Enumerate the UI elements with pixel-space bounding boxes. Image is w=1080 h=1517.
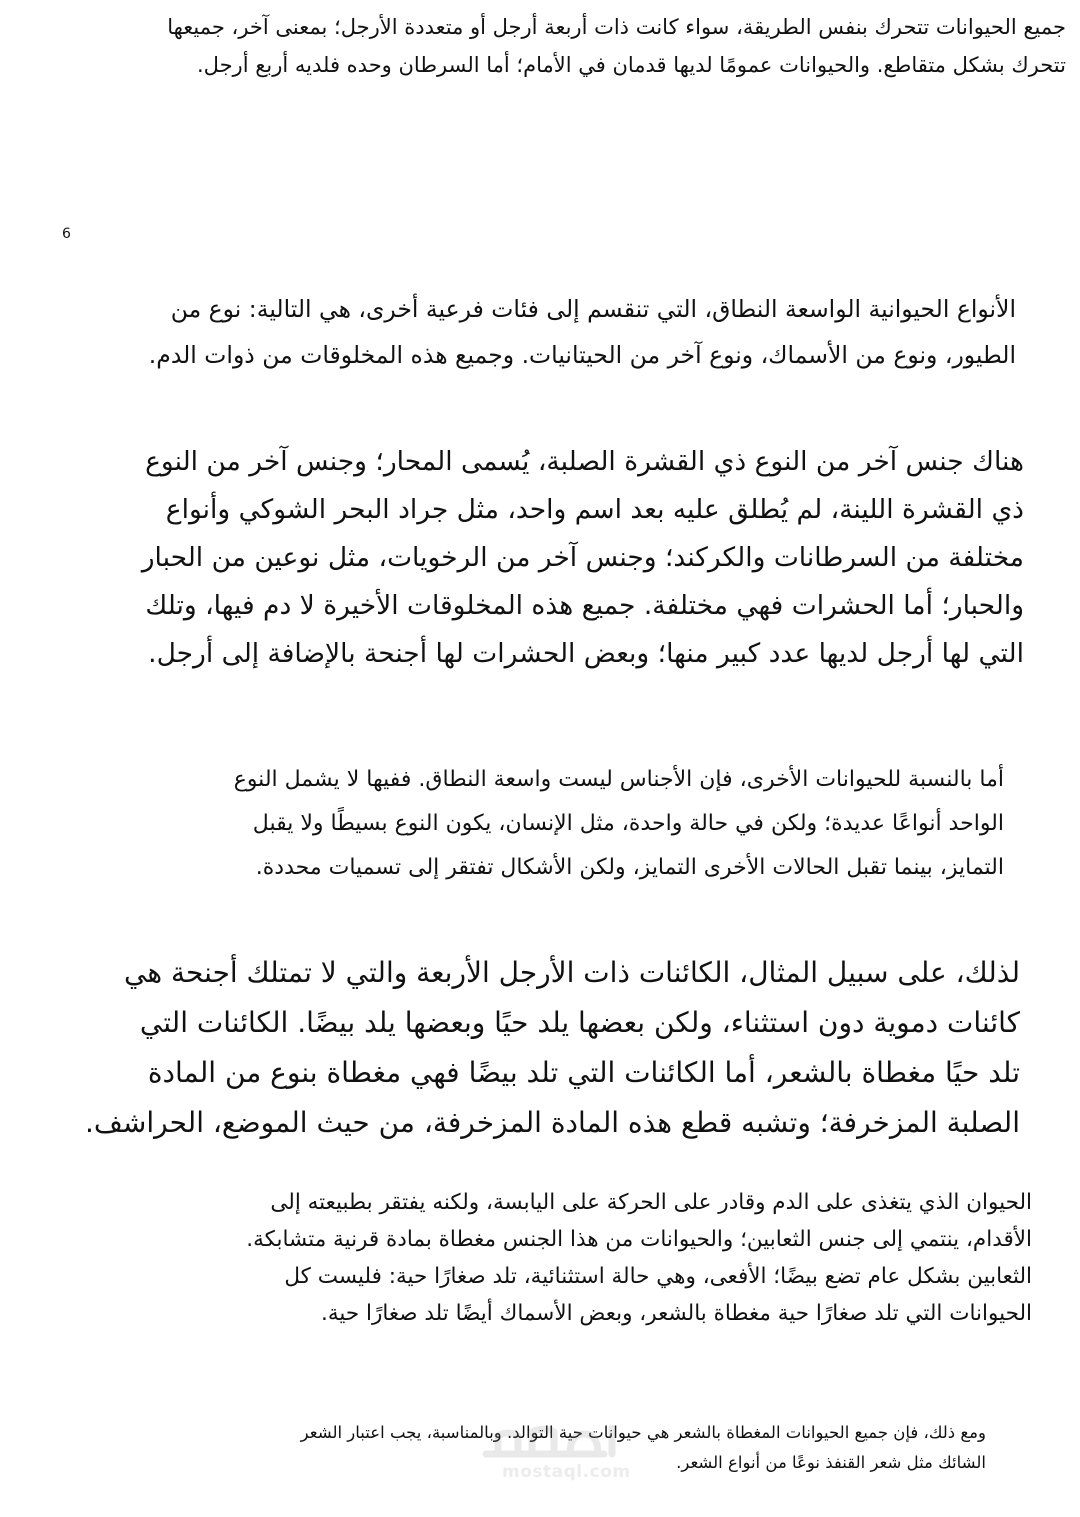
paragraph-2 bbox=[62, 286, 1016, 378]
paragraph-line: الثعابين بشكل عام تضع بيضًا؛ الأفعى، وهي حالة استثنائية، تلد صغارًا حية: فليست كل bbox=[284, 1264, 1032, 1289]
paragraph-5 bbox=[66, 948, 1020, 1148]
paragraph-3 bbox=[66, 438, 1024, 678]
paragraph-line: تلد حيًا مغطاة بالشعر، أما الكائنات التي تلد بيضًا فهي مغطاة بنوع من المادة bbox=[147, 1056, 1020, 1089]
paragraph-line: الشائك مثل شعر القنفذ نوعًا من أنواع الشعر. bbox=[676, 1453, 986, 1472]
paragraph-line: هناك جنس آخر من النوع ذي القشرة الصلبة، يُسمى المحار؛ وجنس آخر من النوع bbox=[145, 446, 1024, 477]
paragraph-line: الحيوان الذي يتغذى على الدم وقادر على الحركة على اليابسة، ولكنه يفتقر بطبيعته إلى bbox=[270, 1190, 1032, 1215]
paragraph-line: ذي القشرة اللينة، لم يُطلق عليه بعد اسم واحد، مثل جراد البحر الشوكي وأنواع bbox=[165, 494, 1024, 525]
paragraph-line: لذلك، على سبيل المثال، الكائنات ذات الأرجل الأربعة والتي لا تمتلك أجنحة هي bbox=[124, 956, 1020, 989]
paragraph-line: الواحد أنواعًا عديدة؛ ولكن في حالة واحدة، مثل الإنسان، يكون النوع بسيطًا ولا يقبل bbox=[252, 811, 1004, 836]
paragraph-6 bbox=[68, 1184, 1032, 1332]
paragraph-line: التي لها أرجل لديها عدد كبير منها؛ وبعض الحشرات لها أجنحة بالإضافة إلى أرجل. bbox=[148, 638, 1024, 669]
paragraph-line: والحبار؛ أما الحشرات فهي مختلفة. جميع هذه المخلوقات الأخيرة لا دم فيها، وتلك bbox=[145, 590, 1024, 621]
paragraph-line: الصلبة المزخرفة؛ وتشبه قطع هذه المادة المزخرفة، من حيث الموضع، الحراشف. bbox=[85, 1106, 1020, 1139]
paragraph-line: كائنات دموية دون استثناء، ولكن بعضها يلد حيًا وبعضها يلد بيضًا. الكائنات التي bbox=[139, 1006, 1020, 1039]
paragraph-line: الأقدام، ينتمي إلى جنس الثعابين؛ والحيوانات من هذا الجنس مغطاة بمادة قرنية متشابكة. bbox=[246, 1227, 1032, 1252]
paragraph-7 bbox=[102, 1418, 986, 1478]
paragraph-line: تتحرك بشكل متقاطع. والحيوانات عمومًا لديها قدمان في الأمام؛ أما السرطان وحده فلديه أربع أرجل. bbox=[197, 53, 1066, 77]
paragraph-line: مختلفة من السرطانات والكركند؛ وجنس آخر من الرخويات، مثل نوعين من الحبار bbox=[141, 542, 1024, 573]
paragraph-line: ومع ذلك، فإن جميع الحيوانات المغطاة بالشعر هي حيوانات حية التوالد. وبالمناسبة، يجب اعتبار الشعر bbox=[300, 1423, 986, 1442]
paragraph-line: الأنواع الحيوانية الواسعة النطاق، التي تنقسم إلى فئات فرعية أخرى، هي التالية: نوع من bbox=[170, 295, 1016, 323]
paragraph-line: الطيور، ونوع من الأسماك، ونوع آخر من الحيتانيات. وجميع هذه المخلوقات من ذوات الدم. bbox=[148, 341, 1016, 369]
watermark-text: mostaql.com bbox=[502, 1462, 631, 1482]
paragraph-line: أما بالنسبة للحيوانات الأخرى، فإن الأجناس ليست واسعة النطاق. ففيها لا يشمل النوع bbox=[233, 767, 1004, 792]
paragraph-4 bbox=[112, 758, 1004, 890]
paragraph-1 bbox=[62, 8, 1066, 84]
page-number: 6 bbox=[62, 226, 71, 242]
paragraph-line: الحيوانات التي تلد صغارًا حية مغطاة بالشعر، وبعض الأسماك أيضًا تلد صغارًا حية. bbox=[321, 1301, 1032, 1326]
paragraph-line: التمايز، بينما تقبل الحالات الأخرى التمايز، ولكن الأشكال تفتقر إلى تسميات محددة. bbox=[255, 855, 1004, 880]
paragraph-line: جميع الحيوانات تتحرك بنفس الطريقة، سواء كانت ذات أربعة أرجل أو متعددة الأرجل؛ بمعنى آخر، جميعها bbox=[167, 15, 1066, 39]
